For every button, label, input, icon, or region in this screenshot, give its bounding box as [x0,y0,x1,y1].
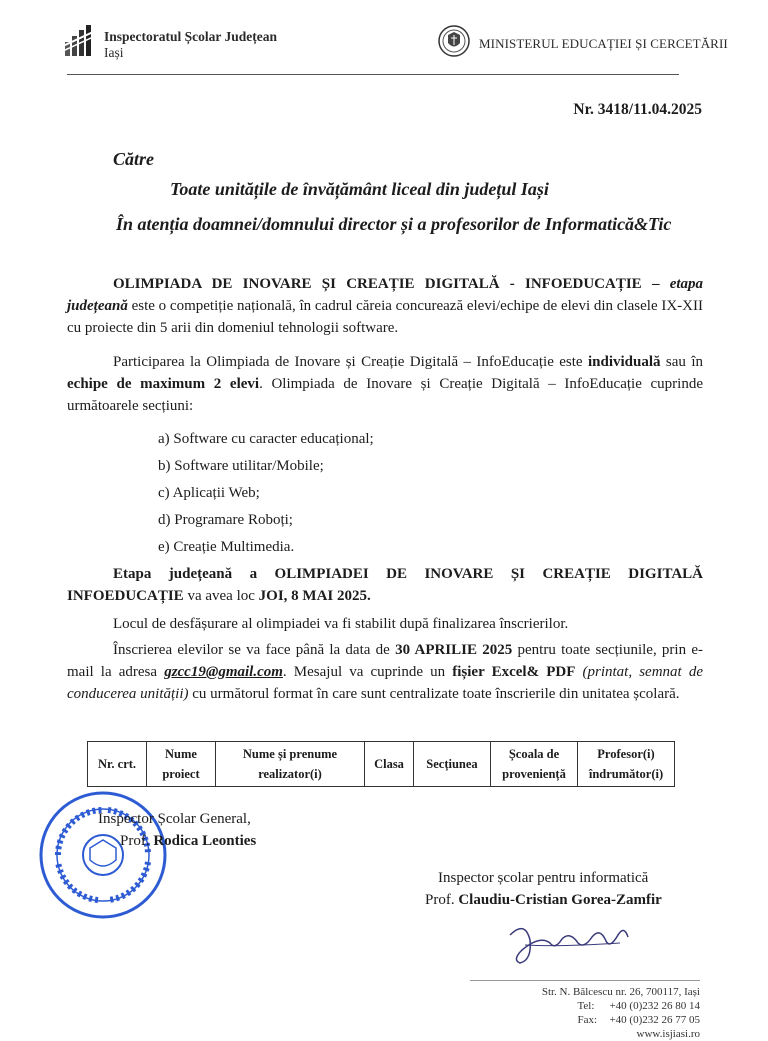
olympiad-title: OLIMPIADA DE INOVARE ȘI CREAȚIE DIGITALĂ - INFOEDUCAȚIE [113,276,642,292]
footer-tel-label: Tel: [577,1000,595,1012]
it-inspector-prefix: Prof. [425,892,459,908]
list-item: a) Software cu caracter educațional; [158,431,374,447]
participation-text: Participarea la Olimpiada de Inovare și Creație Digitală – InfoEducație este [113,354,588,370]
footer-contact [542,985,700,1041]
intro-paragraph [67,273,703,339]
team-size-label: echipe de maximum 2 elevi [67,376,260,392]
table-header-cell: Nr. crt. [88,742,147,787]
addressee-catre: Către [113,149,155,169]
list-item: b) Software utilitar/Mobile; [158,458,324,474]
date-paragraph [67,563,703,607]
addressee-line2: În atenția doamnei/domnului director și a profesorilor de Informatică&Tic [116,214,672,234]
registration-text-3: . Mesajul va cuprinde un [282,664,453,680]
event-date: JOI, 8 MAI 2025. [258,588,371,604]
it-inspector-role: Inspector școlar pentru informatică [438,870,649,886]
table-header-cell: Școala de proveniență [491,742,578,787]
registration-paragraph [67,639,703,705]
addressee-line1: Toate unitățile de învățământ liceal din județul Iași [170,179,549,199]
registration-table [87,741,675,787]
table-row [88,742,675,787]
table-header-cell: Nume proiect [147,742,216,787]
participation-text-2: sau în [660,354,703,370]
header-ministry: MINISTERUL EDUCAȚIEI ȘI CERCETĂRII [479,36,728,51]
footer-fax: +40 (0)232 26 77 05 [609,1014,700,1026]
table-header-cell: Nume și prenume realizator(i) [216,742,365,787]
footer-fax-label: Fax: [577,1014,598,1026]
list-item: e) Creație Multimedia. [158,539,295,555]
it-inspector-name: Claudiu-Cristian Gorea-Zamfir [458,892,662,908]
list-item: c) Aplicații Web; [158,485,260,501]
registration-text-4: cu următorul format în care sunt centralizate toate înscrierile din unitatea școlară. [188,686,680,702]
isj-logo-icon [63,24,93,58]
individual-label: individuală [587,354,661,370]
stage-label: etapa județeană [67,276,704,314]
footer-divider [470,980,700,981]
sections-list [158,431,374,566]
title-separator: – [641,276,670,292]
list-item: d) Programare Roboți; [158,512,293,528]
file-format-label: fișier Excel& PDF [452,664,576,680]
document-number: Nr. 3418/11.04.2025 [573,101,702,118]
signature-note: (printat, semnat de conducerea unității) [67,664,703,702]
date-text: va avea loc [183,588,259,604]
participation-paragraph [67,351,703,417]
footer-website[interactable]: www.isjiasi.ro [636,1028,700,1040]
deadline-date: 30 APRILIE 2025 [395,642,513,658]
footer-address: Str. N. Bălcescu nr. 26, 700117, Iași [541,986,700,998]
location-paragraph: Locul de desfășurare al olimpiadei va fi stabilit după finalizarea înscrierilor. [113,616,569,632]
registration-text: Înscrierea elevilor se va face până la data de [113,642,396,658]
participation-text-3: . Olimpiada de Inovare și Creație Digitală – InfoEducație cuprinde următoarele secțiuni: [67,376,703,414]
table-header-cell: Secțiunea [414,742,491,787]
header-institution-name: Inspectoratul Școlar Județean [104,29,278,44]
email-link[interactable]: gzcc19@gmail.com [164,664,283,680]
table-header-cell: Clasa [365,742,414,787]
table-header-cell: Profesor(i) îndrumător(i) [578,742,675,787]
general-inspector-name: Rodica Leonties [153,833,257,849]
footer-tel: +40 (0)232 26 80 14 [609,1000,700,1012]
stage-title: Etapa județeană a OLIMPIADEI DE INOVARE ȘI CREAȚIE DIGITALĂ INFOEDUCAȚIE [67,566,703,604]
header-institution-city: Iași [104,45,124,60]
general-inspector-signature [98,808,256,852]
registration-text-2: pentru toate secțiunile, prin e-mail la adresa [67,642,703,680]
general-inspector-role: Inspector Școlar General, [98,811,251,827]
romania-coat-of-arms-icon [438,25,470,57]
general-inspector-prefix: Prof. [120,833,154,849]
header-institution [104,29,277,61]
handwritten-signature-icon [500,915,635,970]
it-inspector-signature [425,867,662,911]
intro-text: este o competiție națională, în cadrul căreia concurează elevi/echipe de elevi din clasele IX-XII cu proiecte din 5 arii din domeniul tehnologii software. [67,298,703,336]
header-divider [67,74,679,75]
